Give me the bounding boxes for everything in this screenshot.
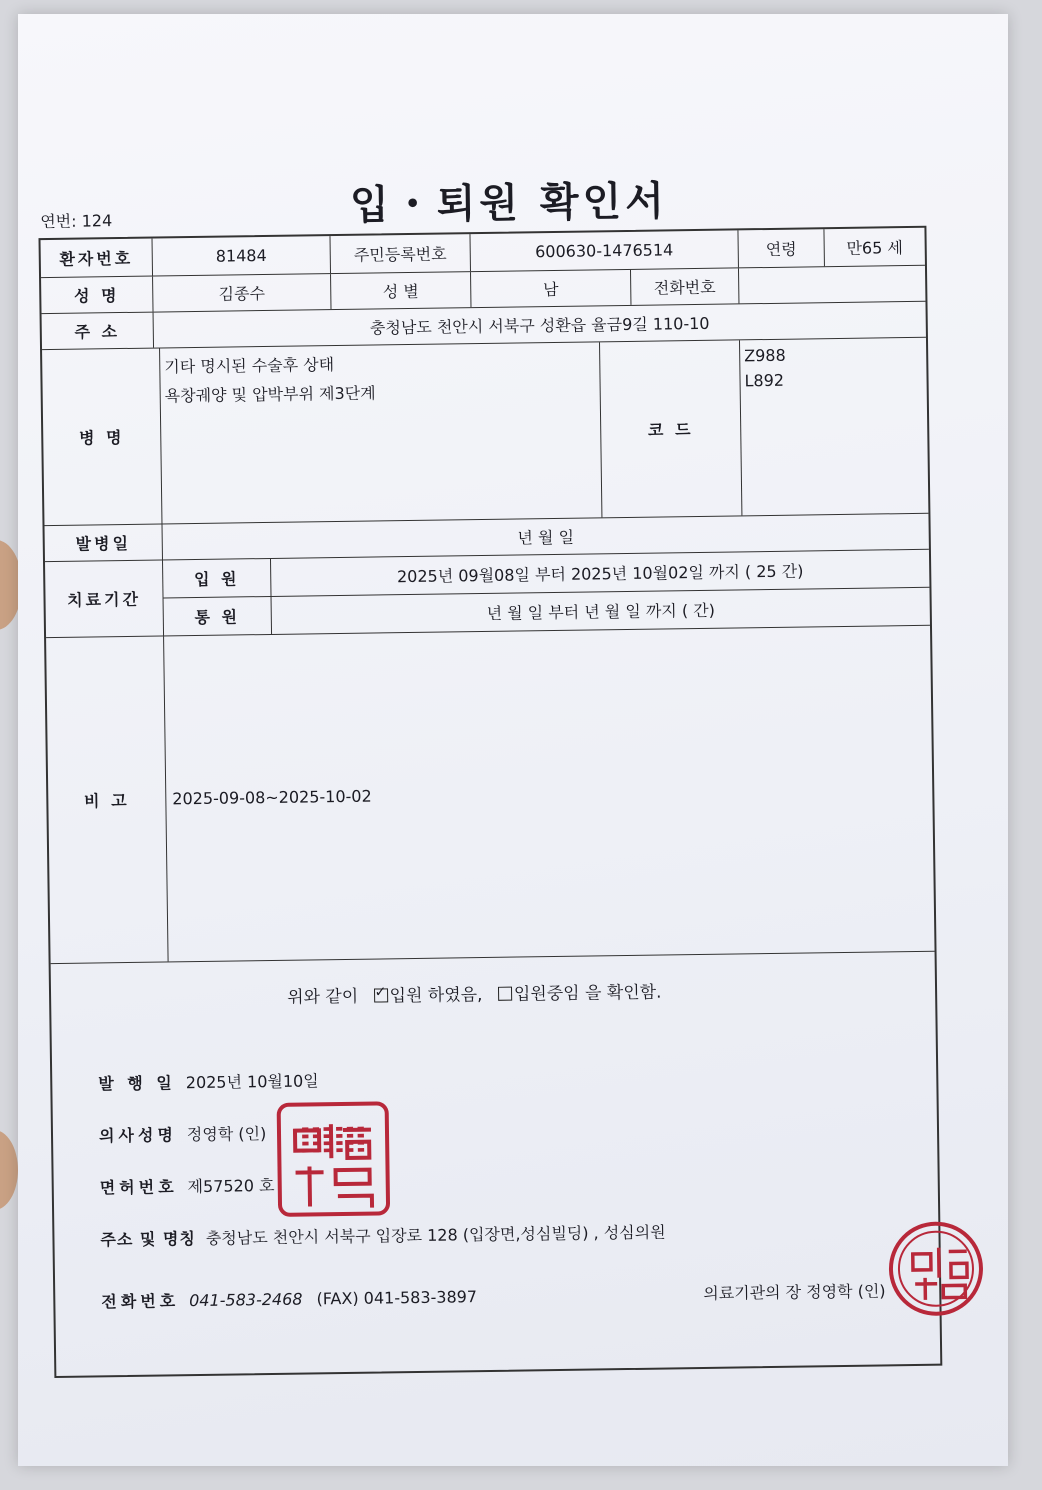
form-table (38, 226, 942, 1378)
value-age: 만65 세 (846, 238, 904, 258)
confirm-prefix: 위와 같이 (286, 986, 359, 1008)
checkbox-admitted-icon (373, 988, 387, 1002)
code-list (740, 338, 928, 516)
serial-number: 연번: 124 (40, 211, 113, 232)
diagnosis-item: 기타 명시된 수술후 상태 (164, 355, 335, 377)
confirmation-section (51, 952, 941, 1376)
label-age: 연령 (738, 229, 825, 267)
row-diagnosis (42, 338, 928, 526)
doctor-line (99, 1121, 267, 1146)
contact-line (101, 1284, 477, 1312)
row-remarks (46, 626, 934, 964)
doctor-seal-icon (275, 1099, 393, 1223)
label-resident-no: 주민등록번호 (330, 234, 471, 273)
doctor-name: 정영학 (인) (186, 1124, 267, 1145)
code-item: Z988 (744, 345, 786, 366)
license-label: 면허번호 (99, 1177, 178, 1198)
license-number: 제57520 호 (187, 1175, 275, 1197)
label-inpatient: 입 원 (163, 559, 272, 598)
clinic-line (100, 1220, 665, 1251)
value-onset: 년 월 일 (517, 527, 575, 548)
head-signature: 의료기관의 장 정영학 (인) (703, 1281, 886, 1303)
value-patient-no: 81484 (153, 236, 331, 275)
label-name: 성 명 (41, 277, 153, 314)
value-gender: 남 (471, 270, 631, 307)
issue-date-value: 2025년 10월10일 (185, 1071, 319, 1093)
value-outpatient-period: 년 월 일 부터 년 월 일 까지 ( 간) (486, 600, 716, 623)
value-inpatient-period: 2025년 09월08일 부터 2025년 10월02일 까지 ( 25 간) (396, 561, 804, 587)
license-line (100, 1173, 275, 1198)
document-title: 입・퇴원 확인서 (349, 178, 669, 229)
label-gender: 성 별 (331, 272, 471, 309)
clinic-seal-icon (886, 1219, 985, 1322)
label-phone: 전화번호 (631, 268, 739, 305)
checkbox-hospitalized-icon (498, 987, 512, 1001)
confirm-option-hospitalized: 입원중임 을 확인함. (513, 982, 662, 1005)
label-outpatient: 통 원 (164, 597, 273, 636)
fax-number: (FAX) 041-583-3897 (316, 1287, 478, 1309)
value-remarks: 2025-09-08~2025-10-02 (172, 786, 372, 809)
value-address: 충청남도 천안시 서북구 성환읍 율금9길 110-10 (369, 313, 710, 338)
phone-number: 041-583-2468 (189, 1289, 303, 1311)
clinic-value: 충청남도 천안시 서북구 입장로 128 (입장면,성심빌딩) , 성심의원 (205, 1222, 666, 1248)
issue-date-line (98, 1068, 319, 1094)
label-remarks: 비 고 (46, 636, 169, 963)
diagnosis-item: 욕창궤양 및 압박부위 제3단계 (164, 383, 376, 406)
code-item: L892 (744, 370, 785, 391)
label-diagnosis: 병 명 (42, 348, 162, 525)
label-address: 주 소 (42, 313, 154, 350)
doctor-label: 의사성명 (98, 1125, 177, 1146)
diagnosis-list (160, 342, 602, 523)
row-period (45, 550, 930, 638)
value-phone (739, 266, 925, 304)
label-onset: 발병일 (45, 524, 163, 561)
svg-text:𝍖𝍖: 𝍖𝍖 (298, 1116, 368, 1162)
label-patient-no: 환자번호 (41, 239, 154, 278)
phone-label: 전화번호 (101, 1291, 180, 1312)
issue-date-label: 발 행 일 (98, 1073, 176, 1094)
value-name: 김종수 (153, 274, 331, 311)
confirm-option-admitted: 입원 하였음, (389, 985, 483, 1007)
label-code: 코 드 (600, 340, 742, 517)
confirmation-statement (287, 978, 662, 1008)
value-resident-no: 600630-1476514 (470, 230, 738, 271)
clinic-label: 주소 및 명칭 (100, 1229, 197, 1250)
label-period: 치료기간 (45, 560, 164, 637)
